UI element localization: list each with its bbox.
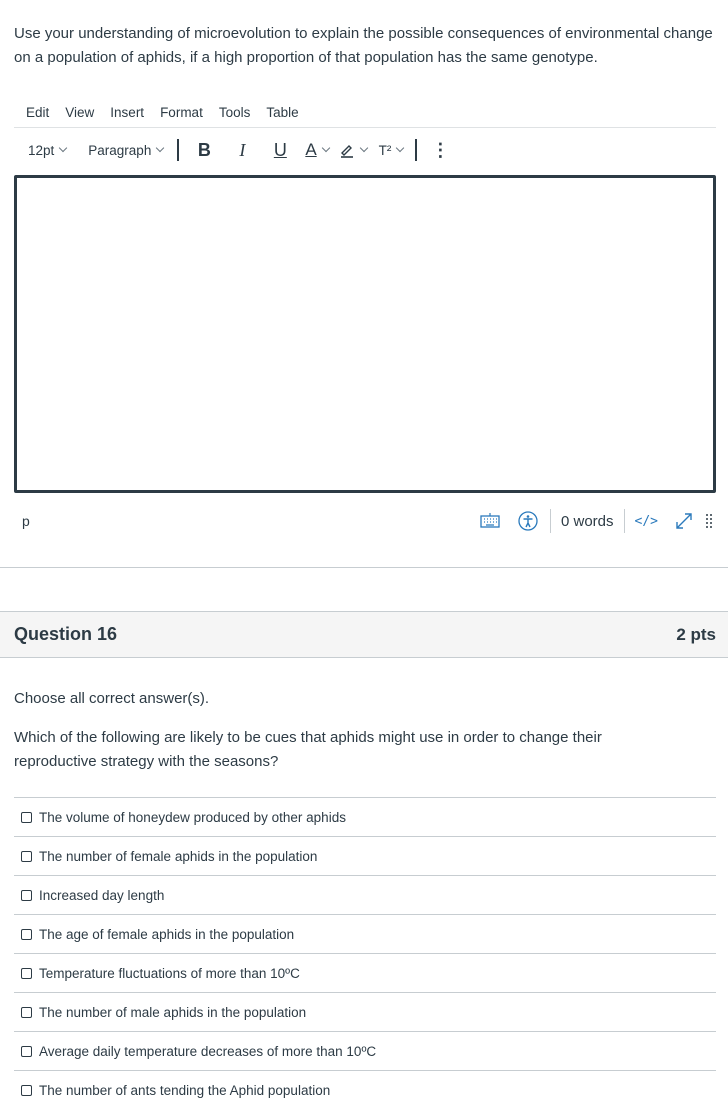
answer-label: The number of ants tending the Aphid population xyxy=(39,1082,331,1098)
resize-handle-icon[interactable] xyxy=(702,509,716,533)
answer-option[interactable] xyxy=(14,836,716,875)
status-separator xyxy=(550,509,551,533)
font-size-dropdown[interactable] xyxy=(28,143,66,158)
menu-view[interactable]: View xyxy=(65,105,95,120)
checkbox[interactable] xyxy=(21,812,32,823)
rich-text-editor[interactable] xyxy=(14,175,716,493)
accessibility-icon[interactable] xyxy=(516,509,540,533)
block-format-dropdown[interactable] xyxy=(88,143,163,158)
answer-label: The number of female aphids in the population xyxy=(39,848,318,864)
answer-option[interactable] xyxy=(14,914,716,953)
chevron-down-icon xyxy=(59,144,67,152)
superscript-icon: T² xyxy=(378,142,392,158)
menu-insert[interactable]: Insert xyxy=(110,105,145,120)
answer-list xyxy=(14,797,716,1109)
editor-toolbar xyxy=(14,132,716,168)
more-options-icon[interactable]: ⋮ xyxy=(431,139,450,160)
bold-icon[interactable]: B xyxy=(197,139,211,160)
checkbox[interactable] xyxy=(21,929,32,940)
menu-table[interactable]: Table xyxy=(266,105,299,120)
checkbox[interactable] xyxy=(21,1007,32,1018)
menu-format[interactable]: Format xyxy=(160,105,203,120)
element-path[interactable]: p xyxy=(22,513,30,529)
html-editor-toggle[interactable]: </> xyxy=(634,513,658,529)
italic-icon[interactable]: I xyxy=(239,139,246,160)
underline-icon[interactable]: U xyxy=(273,139,287,160)
checkbox[interactable] xyxy=(21,968,32,979)
status-separator xyxy=(624,509,625,533)
checkbox[interactable] xyxy=(21,1046,32,1057)
chevron-down-icon xyxy=(321,144,329,152)
answer-label: Temperature fluctuations of more than 10ºC xyxy=(39,965,300,981)
answer-label: The number of male aphids in the population xyxy=(39,1004,307,1020)
checkbox[interactable] xyxy=(21,1085,32,1096)
answer-option[interactable] xyxy=(14,797,716,836)
highlight-button[interactable] xyxy=(339,142,367,158)
question-points: 2 pts xyxy=(676,624,716,644)
question-instruction: Choose all correct answer(s). xyxy=(14,690,210,707)
text-color-button[interactable] xyxy=(305,140,328,160)
answer-option[interactable] xyxy=(14,1070,716,1109)
answer-label: Increased day length xyxy=(39,887,165,903)
answer-option[interactable] xyxy=(14,875,716,914)
keyboard-icon[interactable] xyxy=(478,509,502,533)
essay-prompt: Use your understanding of microevolution to explain the possible consequences of environmental change on a population of aphids, if a high proportion of that population has the same genotype. xyxy=(14,25,713,66)
answer-label: Average daily temperature decreases of more than 10ºC xyxy=(39,1043,377,1059)
answer-label: The age of female aphids in the population xyxy=(39,926,295,942)
font-size-value: 12pt xyxy=(28,142,55,158)
question-title: Question 16 xyxy=(14,624,118,644)
chevron-down-icon xyxy=(359,144,367,152)
block-format-value: Paragraph xyxy=(88,142,152,158)
fullscreen-icon[interactable] xyxy=(672,509,696,533)
highlighter-icon xyxy=(339,142,355,158)
word-count: 0 words xyxy=(560,512,614,530)
answer-option[interactable] xyxy=(14,953,716,992)
editor-menubar xyxy=(14,98,716,128)
question-header xyxy=(0,611,728,658)
section-divider xyxy=(0,567,728,568)
text-color-icon: A xyxy=(305,140,317,159)
answer-option[interactable] xyxy=(14,1031,716,1070)
editor-statusbar xyxy=(14,504,716,538)
checkbox[interactable] xyxy=(21,890,32,901)
toolbar-separator xyxy=(415,139,417,161)
chevron-down-icon xyxy=(156,144,164,152)
menu-edit[interactable]: Edit xyxy=(26,105,50,120)
toolbar-separator xyxy=(177,139,179,161)
answer-option[interactable] xyxy=(14,992,716,1031)
chevron-down-icon xyxy=(396,144,404,152)
checkbox[interactable] xyxy=(21,851,32,862)
question-text: Which of the following are likely to be cues that aphids might use in order to change their reproductive strategy with the seasons? xyxy=(14,729,602,770)
menu-tools[interactable]: Tools xyxy=(218,105,251,120)
answer-label: The volume of honeydew produced by other aphids xyxy=(39,809,346,825)
superscript-button[interactable] xyxy=(379,143,404,158)
